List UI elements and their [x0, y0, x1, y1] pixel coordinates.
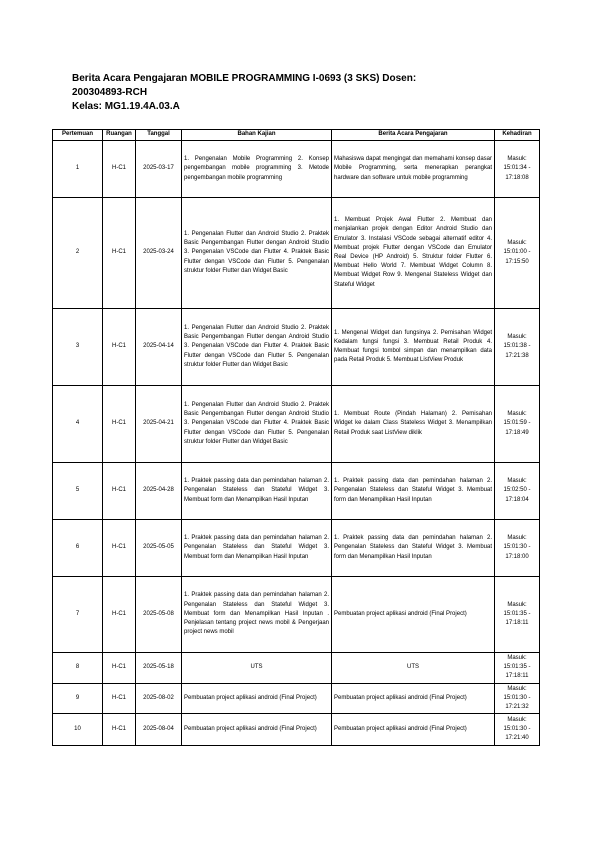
cell-berita-acara: Pembuatan project aplikasi android (Final Project): [332, 714, 495, 746]
cell-kehadiran: Masuk: 15:02:50 - 17:18:04: [495, 463, 540, 520]
cell-bahan-kajian: 1. Pengenalan Flutter dan Android Studio 2. Praktek Basic Pengembangan Flutter dengan Android Studio 3. Pengenalan VSCode dan Flutter 4. Praktek Basic Flutter dengan VSCode dan Flutter 5. Pengenalan struktur folder Flutter dan Widget Basic: [182, 386, 332, 463]
col-header-berita-acara: Berita Acara Pengajaran: [332, 130, 495, 141]
cell-ruangan: H-C1: [103, 386, 136, 463]
cell-tanggal: 2025-03-24: [136, 198, 182, 309]
cell-bahan-kajian: UTS: [182, 653, 332, 684]
cell-tanggal: 2025-08-02: [136, 683, 182, 714]
table-row: [53, 309, 540, 386]
table-row: [53, 577, 540, 653]
cell-bahan-kajian: Pembuatan project aplikasi android (Final Project): [182, 683, 332, 714]
cell-kehadiran: Masuk: 15:01:35 - 17:18:11: [495, 577, 540, 653]
cell-kehadiran: Masuk: 15:01:00 - 17:15:50: [495, 198, 540, 309]
cell-kehadiran: Masuk: 15:01:30 - 17:21:40: [495, 714, 540, 746]
cell-tanggal: 2025-05-18: [136, 653, 182, 684]
cell-berita-acara: 1. Praktek passing data dan pemindahan halaman 2. Pengenalan Stateless dan Stateful Widget 3. Membuat form dan Menampilkan Hasil Inputan: [332, 463, 495, 520]
cell-bahan-kajian: 1. Pengenalan Flutter dan Android Studio 2. Praktek Basic Pengembangan Flutter dengan Android Studio 3. Pengenalan VSCode dan Flutter 4. Praktek Basic Flutter dengan VSCode dan Flutter 5. Pengenalan struktur folder Flutter dan Widget Basic: [182, 198, 332, 309]
cell-kehadiran: Masuk: 15:01:59 - 17:18:49: [495, 386, 540, 463]
cell-tanggal: 2025-04-21: [136, 386, 182, 463]
cell-ruangan: H-C1: [103, 653, 136, 684]
cell-ruangan: H-C1: [103, 198, 136, 309]
cell-berita-acara: 1. Mengenal Widget dan fungsinya 2. Pemisahan Widget Kedalam fungsi fungsi 3. Membuat Retail Produk 4. Membuat fungsi tombol simpan dan menampilkan data pada Retail Produk 5. Membuat ListView Produk: [332, 309, 495, 386]
cell-berita-acara: Mahasiswa dapat mengingat dan memahami konsep dasar Mobile Programming, serta menerapkan perangkat hardware dan software untuk mobile programming: [332, 141, 495, 198]
cell-tanggal: 2025-05-08: [136, 577, 182, 653]
cell-pertemuan: 10: [53, 714, 103, 746]
table-row: [53, 520, 540, 577]
cell-kehadiran: Masuk: 15:01:30 - 17:18:00: [495, 520, 540, 577]
cell-kehadiran: Masuk: 15:01:34 - 17:18:08: [495, 141, 540, 198]
table-row: [53, 653, 540, 684]
table-header-row: [53, 130, 540, 141]
cell-bahan-kajian: 1. Praktek passing data dan pemindahan halaman 2. Pengenalan Stateless dan Stateful Widget 3. Membuat form dan Menampilkan Hasil Inputan . Penjelasan tentang project news mobil & Pengerjaan project news mobil: [182, 577, 332, 653]
table-row: [53, 386, 540, 463]
cell-ruangan: H-C1: [103, 683, 136, 714]
cell-berita-acara: Pembuatan project aplikasi android (Final Project): [332, 577, 495, 653]
cell-bahan-kajian: 1. Pengenalan Mobile Programming 2. Konsep pengembangan mobile programming 3. Metode pengembangan mobile programming: [182, 141, 332, 198]
cell-pertemuan: 1: [53, 141, 103, 198]
cell-pertemuan: 3: [53, 309, 103, 386]
cell-bahan-kajian: 1. Pengenalan Flutter dan Android Studio 2. Praktek Basic Pengembangan Flutter dengan Android Studio 3. Pengenalan VSCode dan Flutter 4. Praktek Basic Flutter dengan VSCode dan Flutter 5. Pengenalan struktur folder Flutter dan Widget Basic: [182, 309, 332, 386]
document-header: [72, 72, 472, 114]
cell-ruangan: H-C1: [103, 309, 136, 386]
cell-tanggal: 2025-08-04: [136, 714, 182, 746]
cell-pertemuan: 5: [53, 463, 103, 520]
cell-berita-acara: 1. Praktek passing data dan pemindahan halaman 2. Pengenalan Stateless dan Stateful Widget 3. Membuat form dan Menampilkan Hasil Inputan: [332, 520, 495, 577]
header-title: Berita Acara Pengajaran MOBILE PROGRAMMING I-0693 (3 SKS) Dosen:: [72, 73, 417, 84]
cell-ruangan: H-C1: [103, 463, 136, 520]
cell-bahan-kajian: Pembuatan project aplikasi android (Final Project): [182, 714, 332, 746]
cell-kehadiran: Masuk: 15:01:30 - 17:21:32: [495, 683, 540, 714]
cell-berita-acara: UTS: [332, 653, 495, 684]
header-lecturer-id: 200304893-RCH: [72, 87, 148, 98]
col-header-tanggal: Tanggal: [136, 130, 182, 141]
cell-tanggal: 2025-04-14: [136, 309, 182, 386]
cell-pertemuan: 7: [53, 577, 103, 653]
cell-tanggal: 2025-05-05: [136, 520, 182, 577]
col-header-pertemuan: Pertemuan: [53, 130, 103, 141]
cell-berita-acara: Pembuatan project aplikasi android (Final Project): [332, 683, 495, 714]
cell-pertemuan: 6: [53, 520, 103, 577]
cell-ruangan: H-C1: [103, 714, 136, 746]
cell-tanggal: 2025-04-28: [136, 463, 182, 520]
col-header-bahan-kajian: Bahan Kajian: [182, 130, 332, 141]
table-row: [53, 141, 540, 198]
table-row: [53, 198, 540, 309]
cell-pertemuan: 2: [53, 198, 103, 309]
cell-bahan-kajian: 1. Praktek passing data dan pemindahan halaman 2. Pengenalan Stateless dan Stateful Widget 3. Membuat form dan Menampilkan Hasil Inputan: [182, 520, 332, 577]
header-class: Kelas: MG1.19.4A.03.A: [72, 101, 180, 112]
cell-tanggal: 2025-03-17: [136, 141, 182, 198]
cell-pertemuan: 8: [53, 653, 103, 684]
table-row: [53, 683, 540, 714]
col-header-ruangan: Ruangan: [103, 130, 136, 141]
cell-berita-acara: 1. Membuat Projek Awal Flutter 2. Membuat dan menjalankan projek dengan Editor Android Studio dan Emulator 3. Instalasi VSCode sebagai alternatif editor 4. Membuat projek Flutter dengan VSCode dan Emulator Real Device (HP Android) 5. Struktur folder Flutter 6. Membuat Hello World 7. Membuat Widget Column 8. Membuat Widget Row 9. Mengenal Stateless Widget dan Stateful Widget: [332, 198, 495, 309]
cell-ruangan: H-C1: [103, 141, 136, 198]
cell-berita-acara: 1. Membuat Route (Pindah Halaman) 2. Pemisahan Widget ke dalam Class Stateless Widget 3. Menampilkan Retail Produk saat ListView diklik: [332, 386, 495, 463]
cell-bahan-kajian: 1. Praktek passing data dan pemindahan halaman 2. Pengenalan Stateless dan Stateful Widget 3. Membuat form dan Menampilkan Hasil Inputan: [182, 463, 332, 520]
cell-kehadiran: Masuk: 15:01:38 - 17:21:38: [495, 309, 540, 386]
cell-ruangan: H-C1: [103, 577, 136, 653]
cell-ruangan: H-C1: [103, 520, 136, 577]
cell-kehadiran: Masuk: 15:01:35 - 17:18:11: [495, 653, 540, 684]
col-header-kehadiran: Kehadiran: [495, 130, 540, 141]
cell-pertemuan: 9: [53, 683, 103, 714]
table-row: [53, 463, 540, 520]
table-row: [53, 714, 540, 746]
cell-pertemuan: 4: [53, 386, 103, 463]
teaching-record-table: [52, 129, 540, 746]
